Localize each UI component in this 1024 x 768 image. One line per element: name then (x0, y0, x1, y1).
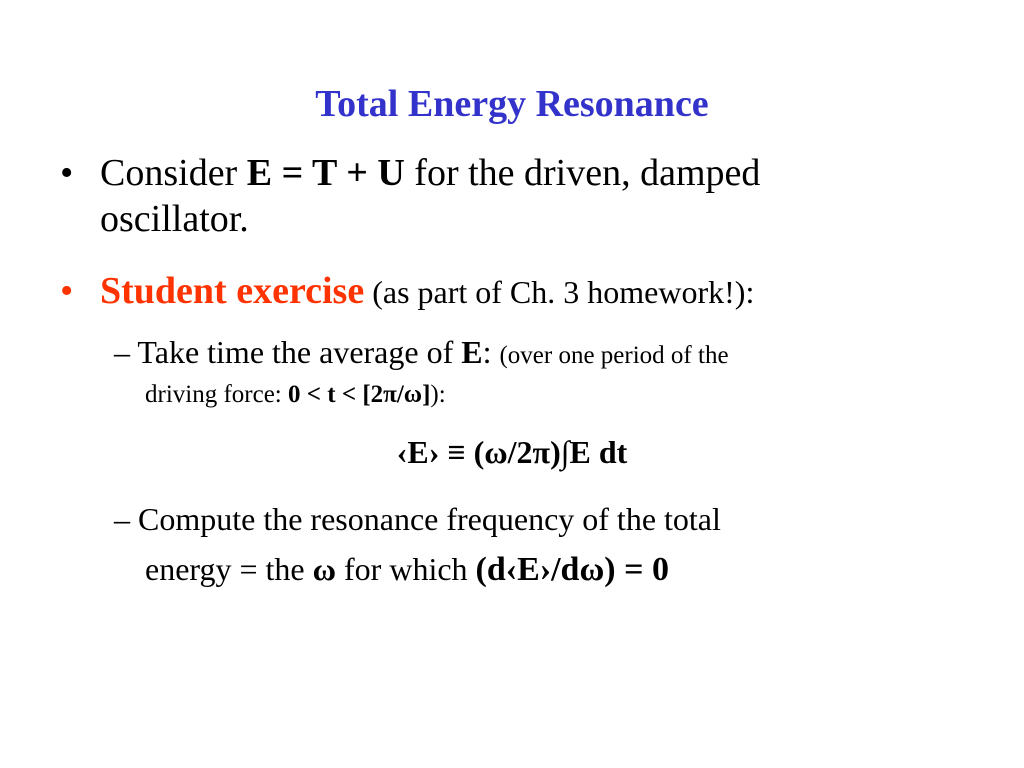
bullet-text (100, 150, 940, 242)
bullet-item-exercise (60, 268, 960, 315)
sub-item-time-average (114, 330, 924, 412)
bullet-marker: • (60, 270, 74, 312)
bullet-marker: • (60, 152, 74, 194)
period-note: (over one period of the (499, 342, 729, 369)
energy-equation: E = T + U (246, 152, 405, 194)
sub-colon: : (482, 334, 500, 370)
sub-item-line2 (114, 544, 914, 595)
homework-note: (as part of Ch. 3 homework!): (364, 274, 755, 310)
time-interval: 0 < t < [2π/ω] (288, 381, 431, 408)
bullet-item-energy (60, 150, 940, 242)
driving-force-suffix: ): (430, 381, 446, 408)
sub-item-resonance (114, 494, 914, 595)
for-which-text: for which (336, 551, 476, 587)
omega-symbol: ω (312, 551, 337, 587)
resonance-condition: (d‹E›/dω) = 0 (475, 551, 669, 588)
bullet-text (100, 268, 960, 315)
sub-text: Take time the average of (137, 334, 462, 370)
bullet-suffix: for the driven, damped (404, 152, 761, 194)
bullet-line2: oscillator. (100, 198, 249, 240)
energy-prefix: energy = the (145, 551, 313, 587)
resonance-text: Compute the resonance frequency of the total (138, 501, 721, 537)
sub-item-line1 (114, 330, 924, 378)
bullet-prefix: Consider (100, 152, 247, 194)
sub-item-line2 (114, 378, 924, 412)
energy-symbol: E (461, 334, 483, 370)
sub-dash: – (114, 334, 138, 370)
driving-force-prefix: driving force: (145, 381, 289, 408)
average-energy-formula: ‹E› ≡ (ω/2π)∫E dt (396, 434, 628, 470)
sub-dash: – (114, 501, 138, 537)
sub-item-line1 (114, 494, 914, 544)
slide-title: Total Energy Resonance (315, 83, 709, 125)
student-exercise-label: Student exercise (100, 270, 365, 312)
